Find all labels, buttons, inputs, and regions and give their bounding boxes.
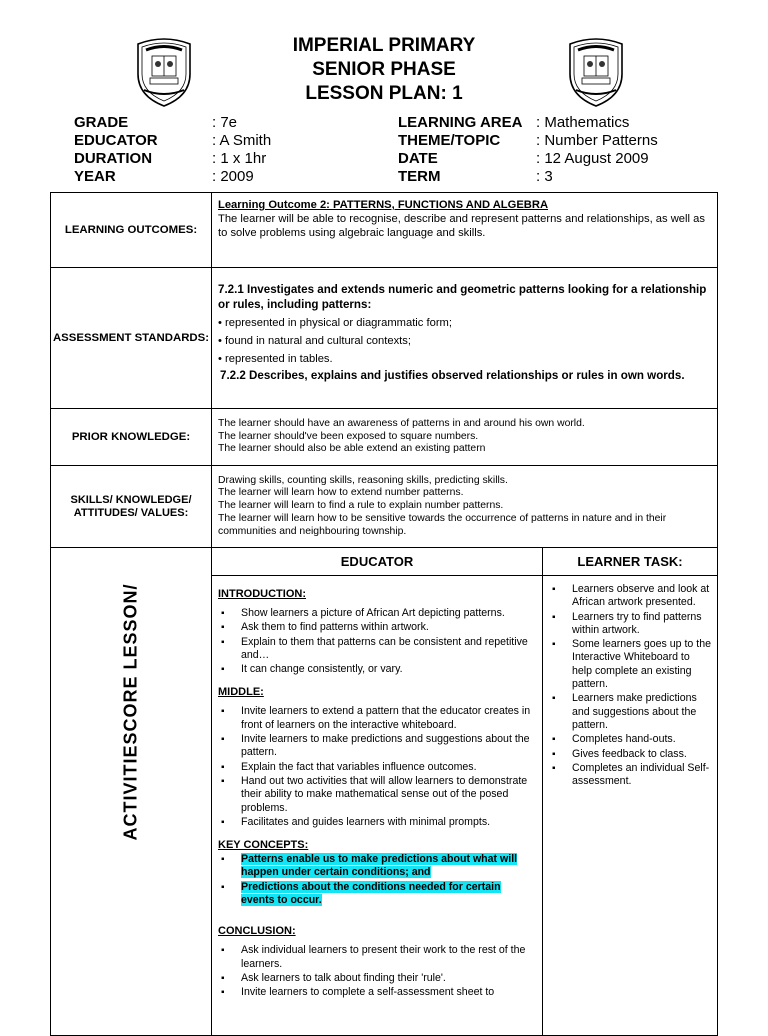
standard-bullet: • found in natural and cultural contexts;	[218, 335, 411, 347]
list-item	[218, 881, 536, 908]
term-label: TERM	[398, 168, 441, 185]
list-item: ▪ Completes an individual Self-assessment.	[549, 762, 711, 789]
middle-list	[218, 705, 536, 829]
standard-7-2-1: 7.2.1 Investigates and extends numeric and geometric patterns looking for a relationship or rules, including patterns:	[218, 283, 707, 311]
prior-knowledge-line: The learner should've been exposed to square numbers.	[218, 430, 479, 442]
skills-cell	[212, 466, 718, 548]
educator-label: EDUCATOR	[74, 132, 158, 149]
grade-label: GRADE	[74, 114, 129, 131]
assessment-standards-cell	[212, 268, 718, 409]
date-value: : 12 August 2009	[536, 150, 649, 167]
highlighted-concept: Patterns enable us to make predictions about what will happen under certain conditions; and	[241, 853, 518, 879]
theme-value: : Number Patterns	[536, 132, 658, 149]
page-title	[0, 34, 768, 106]
duration-label: DURATION	[74, 150, 153, 167]
title-line-plan: LESSON PLAN: 1	[305, 83, 463, 104]
list-item	[218, 853, 536, 880]
learning-outcome-text: The learner will be able to recognise, describe and represent patterns and relationships, as well as to solve problems using algebraic language and skills.	[218, 213, 705, 239]
conclusion-heading: CONCLUSION:	[218, 925, 296, 938]
list-item: ▪ Learners observe and look at African artwork presented.	[549, 583, 711, 610]
assessment-standards-label: ASSESSMENT STANDARDS:	[51, 268, 212, 409]
list-item: ▪ Invite learners to extend a pattern that the educator creates in front of learners on the interactive whiteboard.	[218, 705, 536, 732]
skills-line: Drawing skills, counting skills, reasoning skills, predicting skills.	[218, 474, 508, 486]
list-item: ▪ Completes hand-outs.	[549, 733, 711, 746]
list-item: ▪ Invite learners to complete a self-assessment sheet to	[218, 986, 536, 999]
list-item: ▪ Ask learners to talk about finding their 'rule'.	[218, 972, 536, 985]
educator-activities-cell	[212, 576, 543, 1036]
skills-line: The learner will learn how to be sensitive towards the occurrence of patterns in nature and in their communities and neighbouring township.	[218, 512, 667, 537]
learning-area-label: LEARNING AREA	[398, 114, 523, 131]
title-line-school: IMPERIAL PRIMARY	[292, 35, 476, 56]
title-line-phase: SENIOR PHASE	[312, 59, 456, 80]
skills-label: SKILLS/ KNOWLEDGE/ ATTITUDES/ VALUES:	[51, 466, 212, 548]
term-value: : 3	[536, 168, 553, 185]
prior-knowledge-cell	[212, 409, 718, 466]
introduction-list	[218, 607, 536, 676]
middle-heading: MIDDLE:	[218, 686, 264, 699]
conclusion-list	[218, 944, 536, 999]
prior-knowledge-line: The learner should have an awareness of patterns in and around his own world.	[218, 417, 585, 429]
key-concepts-list	[218, 853, 536, 907]
list-item: ▪ Some learners goes up to the Interactive Whiteboard to help complete an existing pattern.	[549, 638, 711, 691]
year-label: YEAR	[74, 168, 116, 185]
activities-core-lesson-label: ACTIVITIESCORE LESSON/	[120, 583, 141, 841]
lesson-meta	[74, 114, 714, 186]
theme-label: THEME/TOPIC	[398, 132, 501, 149]
list-item: ▪ Ask them to find patterns within artwork.	[218, 621, 536, 634]
standard-bullet: • represented in tables.	[218, 353, 333, 365]
list-item: ▪ Hand out two activities that will allow learners to demonstrate their ability to make mathematical sense out of the posed problems.	[218, 775, 536, 815]
prior-knowledge-label: PRIOR KNOWLEDGE:	[51, 409, 212, 466]
learning-area-value: : Mathematics	[536, 114, 630, 131]
learning-outcomes-label: LEARNING OUTCOMES:	[51, 193, 212, 268]
list-item: ▪ Learners try to find patterns within artwork.	[549, 611, 711, 638]
list-item: ▪ Facilitates and guides learners with minimal prompts.	[218, 816, 536, 829]
learning-outcome-heading: Learning Outcome 2: PATTERNS, FUNCTIONS AND ALGEBRA	[218, 199, 549, 211]
list-item: ▪ Explain the fact that variables influence outcomes.	[218, 761, 536, 774]
grade-value: : 7e	[212, 114, 238, 131]
skills-line: The learner will learn to find a rule to explain number patterns.	[218, 500, 504, 512]
list-item: ▪ Show learners a picture of African Art depicting patterns.	[218, 607, 536, 620]
highlighted-concept: Predictions about the conditions needed for certain events to occur.	[241, 880, 501, 907]
prior-knowledge-line: The learner should also be able extend an existing pattern	[218, 443, 486, 455]
introduction-heading: INTRODUCTION:	[218, 588, 306, 600]
learner-task-cell	[543, 576, 718, 1036]
list-item: ▪ Gives feedback to class.	[549, 748, 711, 761]
list-item: ▪ Invite learners to make predictions and suggestions about the pattern.	[218, 733, 536, 760]
learning-outcomes-cell	[212, 193, 718, 268]
list-item: ▪ It can change consistently, or vary.	[218, 663, 536, 676]
educator-value: : A Smith	[212, 132, 272, 149]
educator-column-header: EDUCATOR	[212, 548, 543, 576]
lesson-plan-table	[50, 192, 718, 1036]
duration-value: : 1 x 1hr	[212, 150, 267, 167]
skills-line: The learner will learn how to extend number patterns.	[218, 487, 464, 499]
learner-task-column-header: LEARNER TASK:	[543, 548, 718, 576]
standard-7-2-2: 7.2.2 Describes, explains and justifies observed relationships or rules in own words.	[220, 369, 685, 382]
key-concepts-heading: KEY CONCEPTS:	[218, 839, 309, 852]
learner-task-list	[549, 583, 711, 788]
list-item: ▪ Explain to them that patterns can be consistent and repetitive and…	[218, 636, 536, 663]
year-value: : 2009	[212, 168, 254, 185]
date-label: DATE	[398, 150, 438, 167]
list-item: ▪ Ask individual learners to present their work to the rest of the learners.	[218, 944, 536, 971]
list-item: ▪ Learners make predictions and suggestions about the pattern.	[549, 692, 711, 732]
standard-bullet: • represented in physical or diagrammatic form;	[218, 317, 452, 329]
